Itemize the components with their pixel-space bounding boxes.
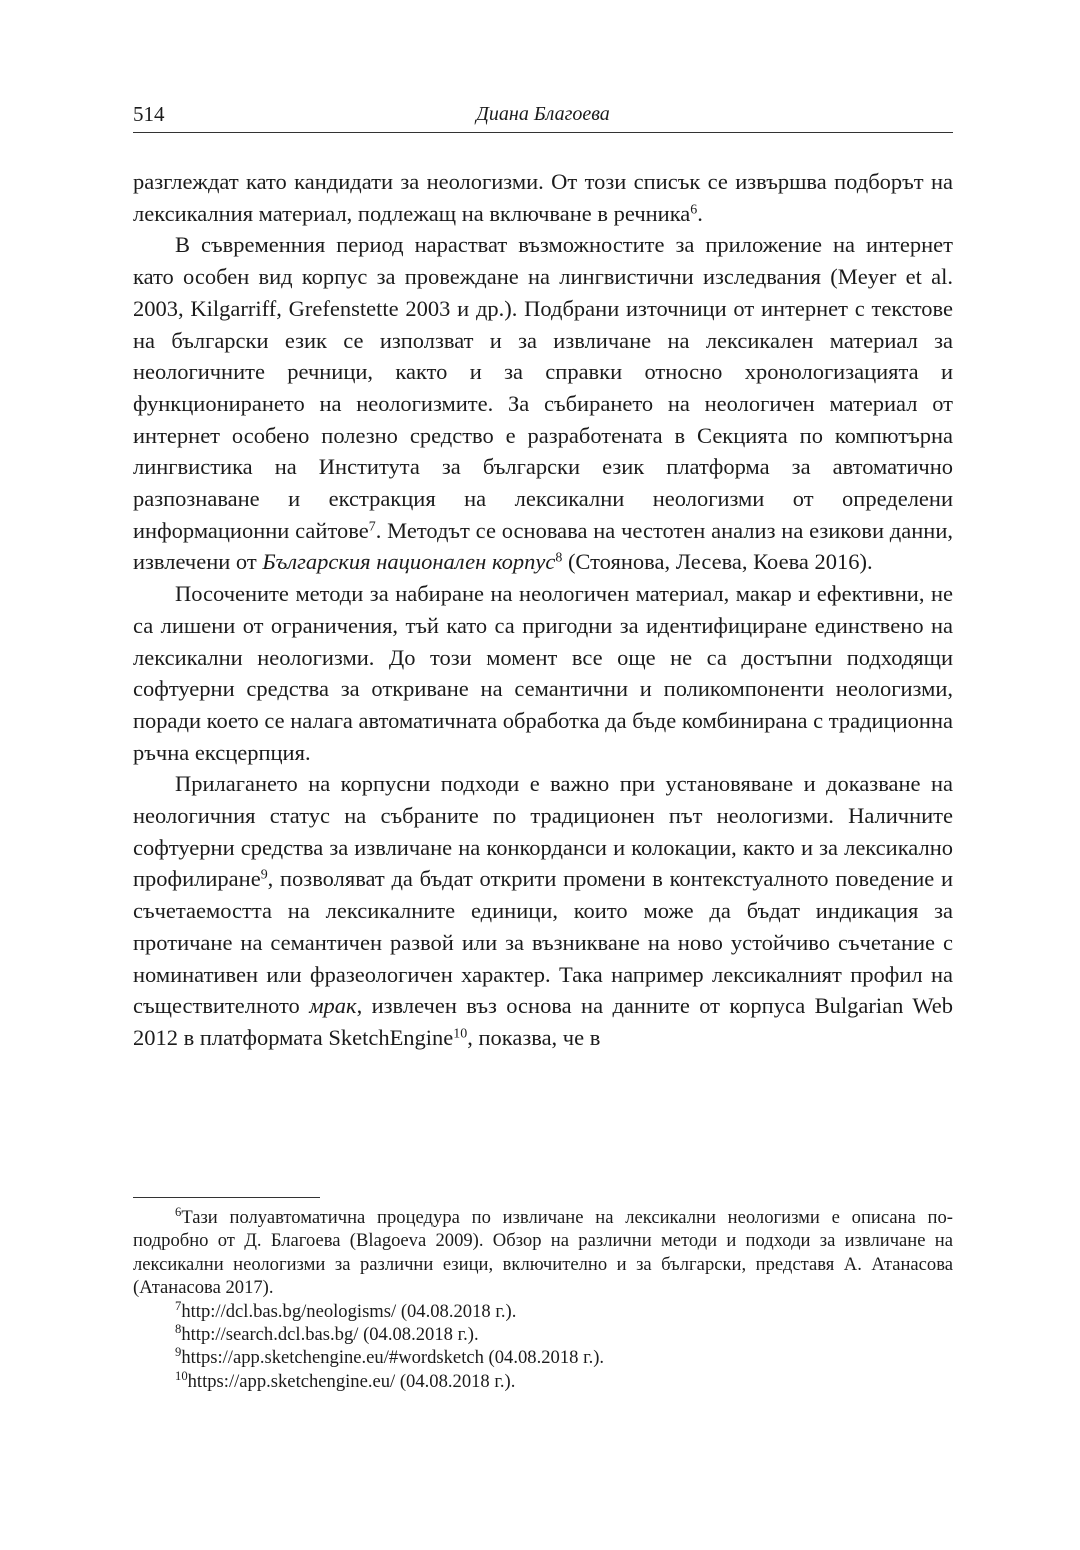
corpus-title-italic: Българския национален корпус xyxy=(262,549,556,575)
paragraph-4-text-d: , показва, че в xyxy=(467,1024,601,1050)
paragraph-2-text-b: . Методът се основава на честотен анализ на езикови данни, извлечени от xyxy=(133,517,953,575)
footnote-9 xyxy=(133,1346,953,1369)
running-head-author: Диана Благоева xyxy=(476,103,610,125)
footnote-6 xyxy=(133,1206,953,1300)
footnote-number: 6 xyxy=(175,1205,182,1220)
footnote-number: 7 xyxy=(175,1298,182,1313)
footnote-10 xyxy=(133,1370,953,1393)
footnote-ref-6: 6 xyxy=(690,202,698,218)
paragraph-2-text: В съвременния период нарастват възможностите за приложение на интернет като особен вид корпус за провеждане на лингвистични изследвания (Meyer et al. 2003, Kilgarriff, Grefenstette 2003 и др.). Подбрани източници от интернет с текстове на български език се използват и за извличане на лексикален материал за неологичните речници, както и за справки относно хронологизацията и функционирането на неологизмите. За събирането на неологичен материал от интернет особено полезно средство е разработената в Секцията по компютърна лингвистика на Института за български език платформа за автоматично разпознаване и екстракция на лексикални неологизми от определени информационни сайтове xyxy=(133,232,953,543)
page-number: 514 xyxy=(133,102,165,126)
paragraph-1 xyxy=(133,166,953,229)
paragraph-2 xyxy=(133,229,953,578)
footnote-text: https://app.sketchengine.eu/ (04.08.2018 г.). xyxy=(187,1370,516,1392)
main-text xyxy=(133,166,953,1054)
footnote-number: 10 xyxy=(175,1368,188,1383)
page-header xyxy=(133,100,953,133)
paragraph-1-text: разглеждат като кандидати за неологизми. От този списък се извършва подборът на лексикалния материал, подлежащ на включване в речника xyxy=(133,169,953,226)
paragraph-4 xyxy=(133,768,953,1053)
footnote-ref-9: 9 xyxy=(260,867,268,883)
paragraph-1-end: . xyxy=(697,200,703,226)
paragraph-4-text-c: , извлечен въз основа на данните от корпуса Bulgarian Web 2012 в платформата SketchEngine xyxy=(133,993,953,1050)
footnote-ref-10: 10 xyxy=(453,1026,468,1042)
footnote-7 xyxy=(133,1300,953,1323)
paragraph-3: Посочените методи за набиране на неологичен материал, макар и ефективни, не са лишени от ограничения, тъй като са пригодни за идентифициране единствено на лексикални неологизми. До този момент все още не са достъпни подходящи софтуерни средства за откриване на семантични и поликомпоненти неологизми, поради което се налага автоматичната обработка да бъде комбинирана с традиционна ръчна ексцерпция. xyxy=(133,581,953,765)
footnote-text: http://dcl.bas.bg/neologisms/ (04.08.2018 г.). xyxy=(181,1300,517,1322)
term-italic: мрак xyxy=(309,993,357,1019)
footnote-text: Тази полуавтоматична процедура по извличане на лексикални неологизми е описана по-подробно от Д. Благоева (Blagoeva 2009). Обзор на различни методи и подходи за извличане на лексикални неологизми за различни езици, включително и за български, представя А. Атанасова (Атанасова 2017). xyxy=(133,1207,953,1299)
paragraph-4-text: Прилагането на корпусни подходи е важно при установяване и доказване на неологичния статус на събраните по традиционен път неологизми. Наличните софтуерни средства за извличане на конкорданси и колокации, както и за лексикално профилиране xyxy=(133,771,953,892)
footnote-8 xyxy=(133,1323,953,1346)
paragraph-2-text-c: (Стоянова, Лесева, Коева 2016). xyxy=(562,549,873,575)
footnote-number: 8 xyxy=(175,1322,182,1337)
paragraph-4-text-b: , позволяват да бъдат открити промени в контекстуалното поведение и съчетаемостта на лексикалните единици, които може да бъдат индикация за протичане на семантичен развой или за възникване на ново устойчиво съчетание с номинативен или фразеологичен характер. Така например лексикалният профил на съществителното xyxy=(133,866,953,1019)
footnote-separator xyxy=(133,1197,320,1198)
footnote-ref-8: 8 xyxy=(555,550,563,566)
footnote-ref-7: 7 xyxy=(368,519,376,535)
footnotes xyxy=(133,1206,953,1393)
footnote-number: 9 xyxy=(175,1345,182,1360)
footnote-text: http://search.dcl.bas.bg/ (04.08.2018 г.). xyxy=(181,1324,479,1346)
footnote-text: https://app.sketchengine.eu/#wordsketch (04.08.2018 г.). xyxy=(181,1347,605,1369)
